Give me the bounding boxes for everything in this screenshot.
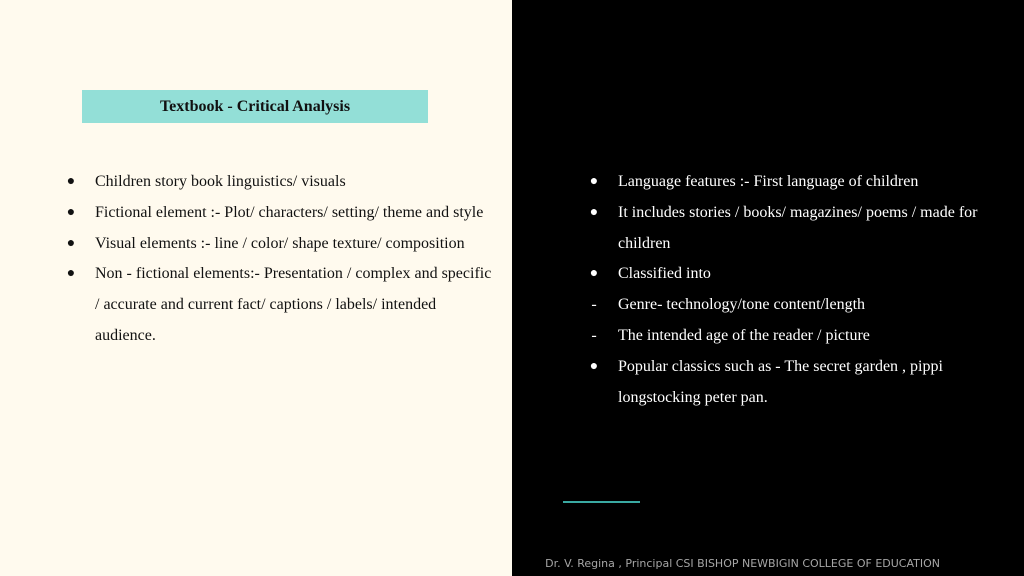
bullet-icon: ● [589,174,599,189]
list-item [591,321,998,352]
bullet-icon: ● [589,358,599,374]
bullet-icon: ● [589,204,599,220]
slide-title [82,90,428,123]
list-item-text: Non - fictional elements:- Presentation / complex and specific / accurate and current fact/ captions / labels/ intended audience. [95,265,492,344]
accent-divider [563,501,640,503]
bullet-icon: ● [66,235,76,251]
list-item-text: Fictional element :- Plot/ characters/ setting/ theme and style [95,203,484,221]
list-item [589,352,998,414]
list-item [589,259,998,290]
list-item-text: Children story book linguistics/ visuals [95,173,346,190]
list-item-text: It includes stories / books/ magazines/ poems / made for children [618,203,978,252]
slide-title-text: Textbook - Critical Analysis [159,97,351,115]
list-item-text: Popular classics such as - The secret garden , pippi longstocking peter pan. [618,357,943,406]
bullet-icon: ● [66,174,76,189]
list-item [66,198,495,229]
dash-icon: - [591,326,597,344]
bullet-icon: ● [589,266,599,282]
list-item-text: Visual elements :- line / color/ shape texture/ composition [95,234,465,252]
list-item [591,290,998,321]
list-item-text: The intended age of the reader / picture [618,326,870,344]
list-item [66,167,495,198]
list-item-text: Genre- technology/tone content/length [618,296,866,314]
list-item [589,198,998,260]
bullet-icon: ● [66,266,76,282]
right-bullet-list [589,167,998,413]
list-item [66,229,495,260]
list-item [66,259,495,351]
list-item-text: Language features :- First language of children [618,173,919,190]
bullet-icon: ● [66,204,76,220]
list-item [589,167,998,198]
dash-icon: - [591,296,597,314]
list-item-text: Classified into [618,265,711,283]
left-bullet-list [66,167,495,352]
footer-credit: Dr. V. Regina , Principal CSI BISHOP NEWBIGIN COLLEGE OF EDUCATION [545,557,940,570]
